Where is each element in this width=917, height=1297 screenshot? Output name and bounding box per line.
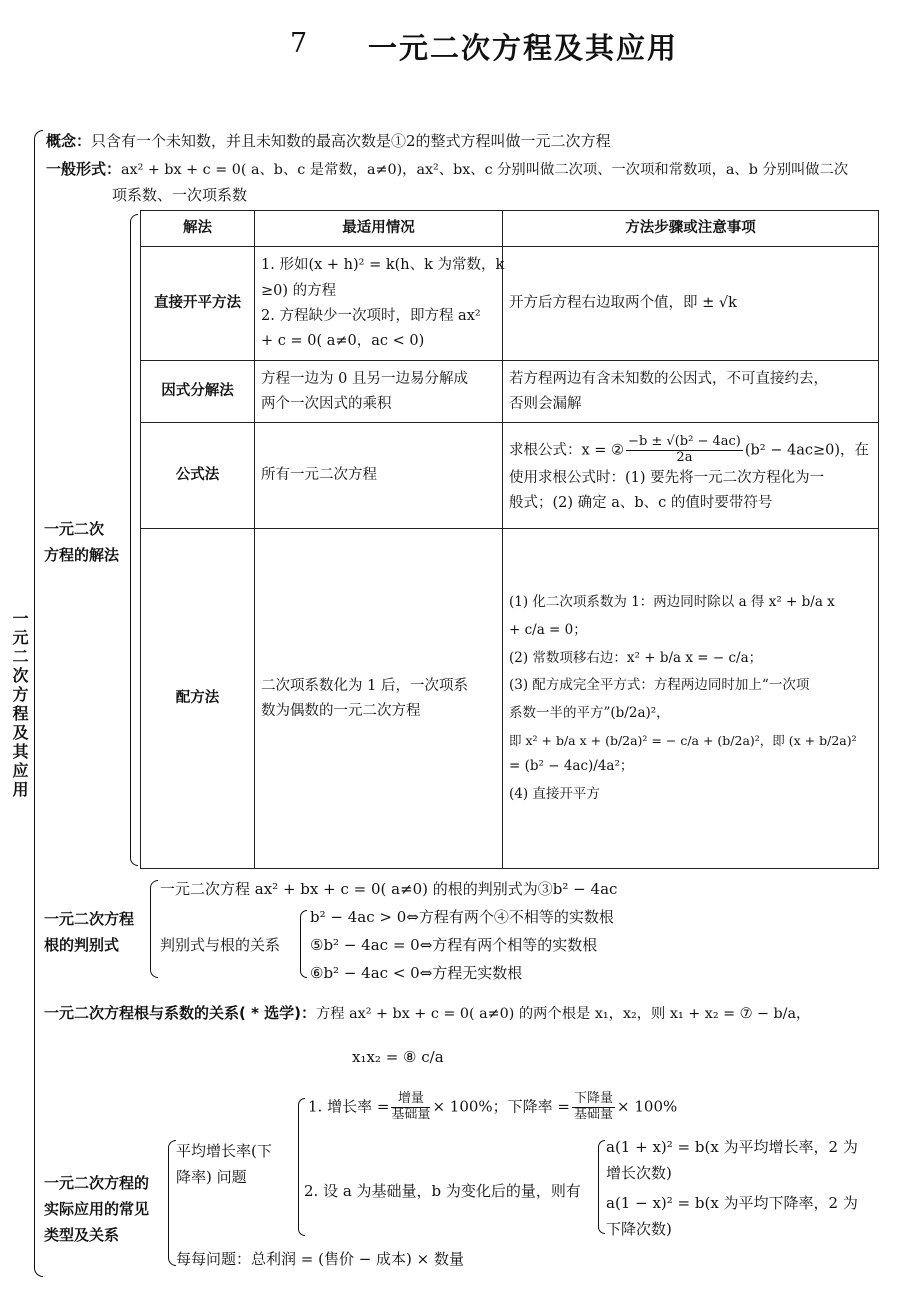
growth-formula-1a: a(1 + x)² = b(x 为平均增长率，2 为 [606,1138,858,1156]
case-square-line: 数为偶数的一元二次方程 [261,702,421,719]
general-form-line2: 项系数、一次项系数 [112,186,248,204]
method-factor: 因式分解法 [141,361,255,423]
steps-factor-line: 否则会漏解 [509,395,582,412]
discriminant-label-1: 一元二次方程 [44,910,135,928]
growth-formula-2a: a(1 − x)² = b(x 为平均下降率，2 为 [606,1194,858,1212]
growth-brace [298,1098,305,1236]
table-header-row [141,211,879,247]
steps-square [503,529,879,869]
relation-2: ⑤b² − 4ac = 0⇔方程有两个相等的实数根 [310,936,598,954]
case-direct-line: + c = 0( a≠0，ac < 0) [261,333,425,350]
growth-label-1: 平均增长率(下 [176,1142,272,1160]
page-title: 一元二次方程及其应用 [368,31,679,65]
side-title: 一元二次方程及其应用 [10,610,29,800]
table-row-formula [141,423,879,529]
header-steps: 方法步骤或注意事项 [503,211,879,247]
relation-brace [300,910,307,978]
discriminant-line1: 一元二次方程 ax² + bx + c = 0( a≠0) 的根的判别式为③b² − 4ac [160,880,618,898]
method-square: 配方法 [141,529,255,869]
header-case: 最适用情况 [255,211,503,247]
table-row-direct [141,247,879,361]
growth-formula-1b: 增长次数) [606,1164,672,1182]
case-factor [255,361,503,423]
decline-rate-fraction [572,1092,615,1123]
methods-label-1: 一元二次 [44,520,105,538]
decline-numerator: 下降量 [574,1091,614,1106]
methods-table [140,210,879,869]
applications-brace [168,1140,176,1266]
method-formula: 公式法 [141,423,255,529]
case-direct-line: 2. 方程缺少一次项时，即方程 ax² [261,307,481,324]
growth-rate-label: 1. 增长率 = [308,1097,390,1116]
vieta-line [44,1002,810,1023]
growth-numerator: 增量 [391,1092,430,1108]
formula-denominator: 2a [676,450,693,465]
steps-factor-line: 若方程两边有含未知数的公因式，不可直接约去， [509,370,828,387]
case-factor-line: 方程一边为 0 且另一边易分解成 [261,370,468,387]
square-step: (4) 直接开平方 [509,785,600,802]
case-direct [255,247,503,361]
formula-condition: (b² − 4ac≥0)，在 [744,442,869,459]
concept-text: 只含有一个未知数，并且未知数的最高次数是①2的整式方程叫做一元二次方程 [91,132,611,150]
general-form-text: ax² + bx + c = 0( a、b、c 是常数，a≠0)，ax²、bx、c 分别叫做二次项、一次项和常数项，a、b 分别叫做二次 [121,162,849,178]
discriminant-brace [150,880,158,978]
vieta-label: 一元二次方程根与系数的关系( * 选学)： [44,1004,317,1022]
growth-rate-fraction [391,1092,430,1123]
steps-direct: 开方后方程右边取两个值，即 ± √k [503,247,879,361]
decline-rate-label: × 100%；下降率 = [432,1097,570,1116]
header-method: 解法 [141,211,255,247]
applications-label-1: 一元二次方程的 [44,1174,150,1192]
method-direct: 直接开平方法 [141,247,255,361]
chapter-number: 7 [290,28,308,59]
formula-prefix: 求根公式：x = ② [509,442,625,459]
growth-formula-brace [598,1140,605,1234]
relation-1: b² − 4ac > 0⇔方程有两个④不相等的实数根 [310,908,614,926]
general-form-line1 [46,158,848,179]
applications-label-3: 类型及关系 [44,1226,120,1244]
square-step: = (b² − 4ac)/4a²； [509,758,634,775]
steps-factor [503,361,879,423]
steps-formula [503,423,879,529]
case-direct-line: 1. 形如(x + h)² = k(h、k 为常数，k [261,257,505,274]
concept-label: 概念： [46,132,92,150]
concept-line [46,130,611,151]
square-step: 系数一半的平方”(b/2a)²， [509,704,670,721]
quadratic-formula [626,435,743,466]
table-row-square [141,529,879,869]
case-square [255,529,503,869]
growth-denominator: 基础量 [391,1106,431,1122]
case-square-line: 二次项系数化为 1 后，一次项系 [261,677,468,694]
discriminant-label-2: 根的判别式 [44,936,120,954]
case-formula: 所有一元二次方程 [255,423,503,529]
relation-label: 判别式与根的关系 [160,936,281,954]
square-step: (1) 化二次项系数为 1：两边同时除以 a 得 x² + b/a x [509,594,835,611]
formula-numerator: −b ± √(b² − 4ac) [628,434,741,450]
square-step: (3) 配方成完全平方式：方程两边同时加上“一次项 [509,677,810,694]
square-step: 即 x² + b/a x + (b/2a)² = − c/a + (b/2a)²，即 (x + b/2a)² [509,732,857,748]
growth-formula-intro: 2. 设 a 为基础量，b 为变化后的量，则有 [304,1182,581,1200]
square-step: (2) 常数项移右边：x² + b/a x = − c/a； [509,649,763,666]
main-brace [34,130,43,1277]
formula-note: 般式；(2) 确定 a、b、c 的值时要带符号 [509,495,773,512]
decline-denominator: 基础量 [574,1106,614,1122]
profit-line: 每每问题：总利润 = (售价 − 成本) × 数量 [176,1250,465,1268]
formula-line [509,435,872,466]
general-form-label: 一般形式： [46,160,122,178]
vieta-text: 方程 ax² + bx + c = 0( a≠0) 的两个根是 x₁，x₂，则 x₁ + x₂ = ⑦ − b/a， [316,1006,811,1022]
growth-formula-2b: 下降次数) [606,1220,672,1238]
methods-brace [130,214,138,866]
applications-label-2: 实际应用的常见 [44,1200,150,1218]
case-direct-line: ≥0) 的方程 [261,282,337,299]
percent-factor: × 100% [617,1097,678,1116]
growth-label-2: 降率) 问题 [176,1168,247,1186]
vieta-product: x₁x₂ = ⑧ c/a [352,1048,444,1066]
methods-label-2: 方程的解法 [44,546,120,564]
formula-note: 使用求根公式时：(1) 要先将一元二次方程化为一 [509,469,825,486]
growth-rate-line [308,1092,677,1123]
relation-3: ⑥b² − 4ac < 0⇔方程无实数根 [310,964,523,982]
case-factor-line: 两个一次因式的乘积 [261,395,392,412]
table-row-factor [141,361,879,423]
square-step: + c/a = 0； [509,621,587,638]
